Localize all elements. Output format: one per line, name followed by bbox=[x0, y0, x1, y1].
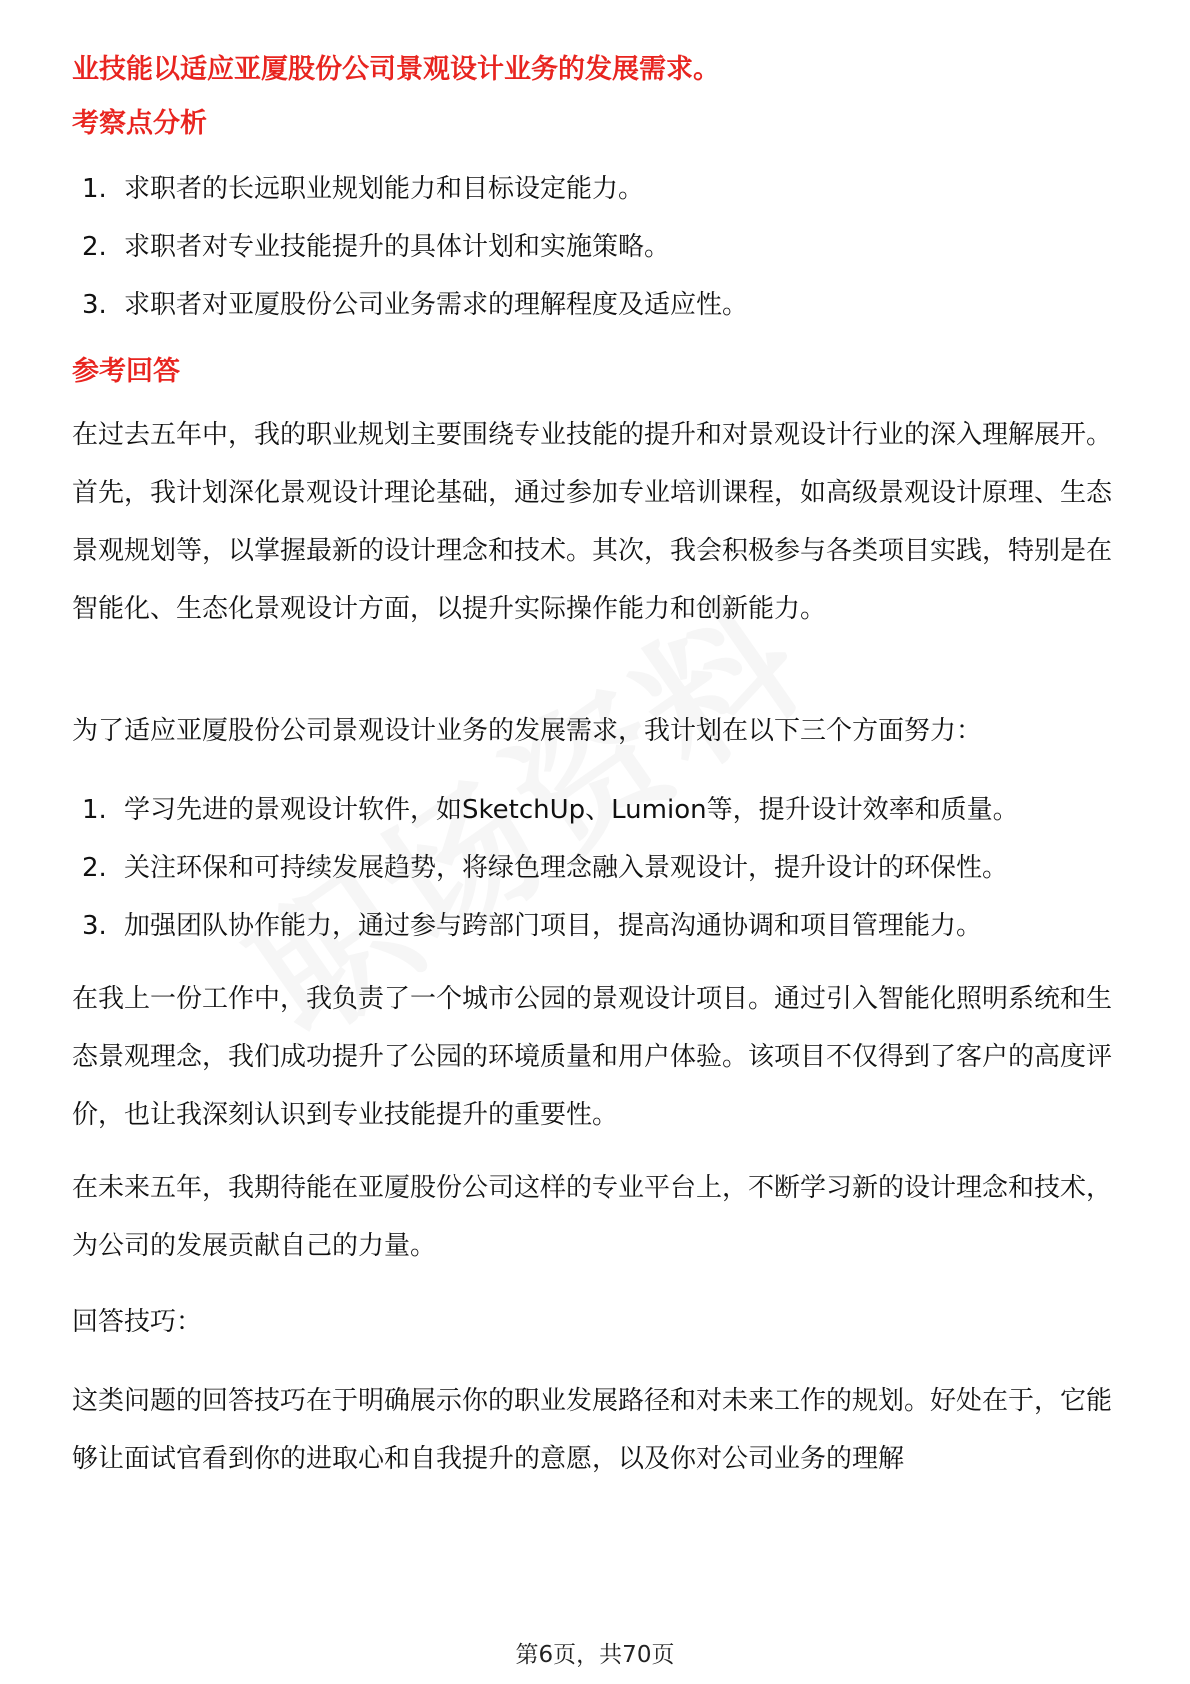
section-title-analysis: 考察点分析 bbox=[72, 108, 207, 139]
list-item: 3. 求职者对亚厦股份公司业务需求的理解程度及适应性。 bbox=[82, 290, 749, 320]
list-item: 3. 加强团队协作能力，通过参与跨部门项目，提高沟通协调和项目管理能力。 bbox=[82, 911, 983, 941]
tips-paragraph: 这类问题的回答技巧在于明确展示你的职业发展路径和对未来工作的规划。好处在于，它能够让面试官看到你的进取心和自我提升的意愿，以及你对公司业务的理解 bbox=[72, 1386, 1113, 1474]
answer-paragraph-4: 在未来五年，我期待能在亚厦股份公司这样的专业平台上，不断学习新的设计理念和技术，为公司的发展贡献自己的力量。 bbox=[72, 1173, 1113, 1261]
section-title-answer: 参考回答 bbox=[72, 356, 180, 387]
list-item: 2. 关注环保和可持续发展趋势，将绿色理念融入景观设计，提升设计的环保性。 bbox=[82, 853, 1009, 883]
answer-paragraph-3: 在我上一份工作中，我负责了一个城市公园的景观设计项目。通过引入智能化照明系统和生态景观理念，我们成功提升了公园的环境质量和用户体验。该项目不仅得到了客户的高度评价，也让我深刻认识到专业技能提升的重要性。 bbox=[72, 984, 1113, 1130]
analysis-list bbox=[82, 160, 1122, 334]
answer-paragraph-1: 在过去五年中，我的职业规划主要围绕专业技能的提升和对景观设计行业的深入理解展开。首先，我计划深化景观设计理论基础，通过参加专业培训课程，如高级景观设计原理、生态景观规划等，以掌握最新的设计理念和技术。其次，我会积极参与各类项目实践，特别是在智能化、生态化景观设计方面，以提升实际操作能力和创新能力。 bbox=[72, 420, 1113, 624]
page-number-footer: 第6页，共70页 bbox=[515, 1642, 675, 1668]
answer-paragraph-2: 为了适应亚厦股份公司景观设计业务的发展需求，我计划在以下三个方面努力： bbox=[72, 716, 983, 746]
list-item: 1. 学习先进的景观设计软件，如SketchUp、Lumion等，提升设计效率和质量。 bbox=[82, 795, 1019, 825]
list-item: 1. 求职者的长远职业规划能力和目标设定能力。 bbox=[82, 174, 645, 204]
list-item: 2. 求职者对专业技能提升的具体计划和实施策略。 bbox=[82, 232, 671, 262]
tips-label: 回答技巧： bbox=[72, 1307, 203, 1337]
plan-list bbox=[82, 781, 1122, 955]
continued-heading-line: 业技能以适应亚厦股份公司景观设计业务的发展需求。 bbox=[72, 54, 720, 85]
